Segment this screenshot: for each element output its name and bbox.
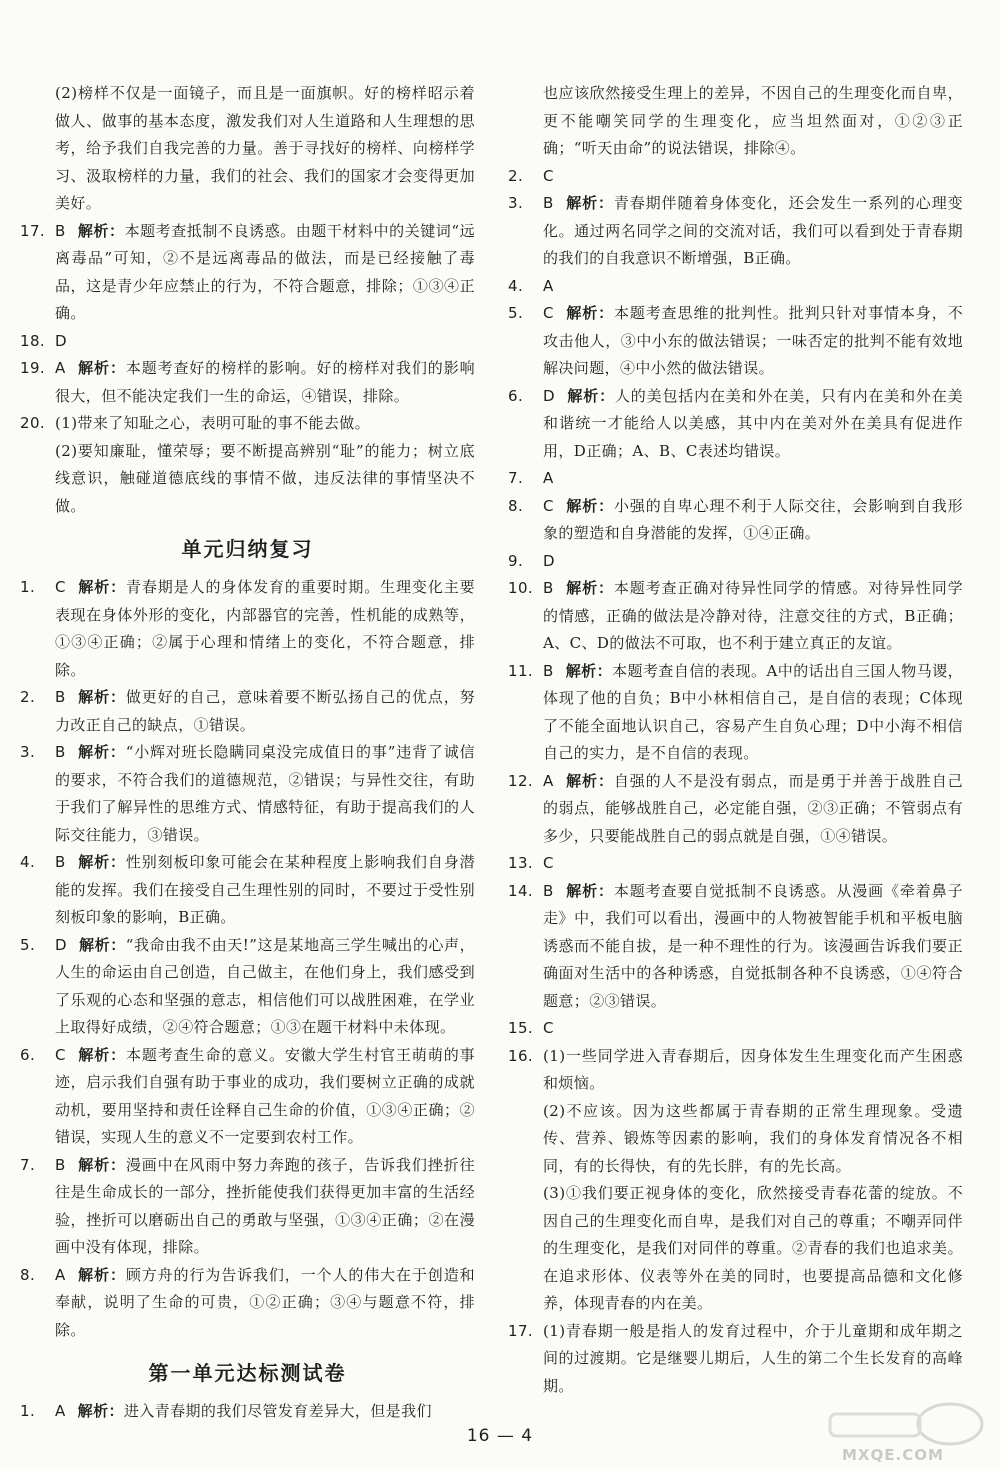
question-number: 17.	[508, 1321, 534, 1340]
question-number: 11.	[508, 661, 534, 680]
answer-text: 青春期是人的身体发育的重要时期。生理变化主要表现在身体外形的变化，内部器官的完善，性机能的成熟等，①③④正确；②属于心理和情绪上的变化，不符合题意，排除。	[55, 578, 475, 679]
answer-text: 本题考查要自觉抵制不良诱惑。从漫画《牵着鼻子走》中，我们可以看出，漫画中的人物被智能手机和平板电脑诱惑而不能自拔，是一种不理性的行为。该漫画告诉我们要正确面对生活中的各种诱惑，自觉抵制各种不良诱惑，①④符合题意；②③错误。	[543, 881, 963, 1010]
question-number: 19.	[20, 359, 46, 377]
answer-choice: A	[55, 359, 66, 377]
question-number: 4.	[20, 853, 36, 871]
question-number: 17.	[20, 221, 46, 240]
answer-item	[508, 383, 963, 466]
answer-text: 做更好的自己，意味着要不断弘扬自己的优点，努力改正自己的缺点，①错误。	[55, 688, 475, 734]
question-number: 5.	[20, 935, 36, 954]
question-number: 13.	[508, 854, 534, 872]
answer-choice: B	[543, 194, 554, 212]
answer-item	[20, 355, 475, 410]
question-number: 2.	[20, 688, 36, 706]
answer-text: 进入青春期的我们尽管发育差异大，但是我们	[123, 1402, 432, 1420]
question-number: 8.	[508, 496, 524, 515]
watermark-emblem-icon	[820, 1400, 990, 1450]
section-heading: 单元归纳复习	[181, 537, 314, 561]
answer-choice: B	[55, 688, 66, 706]
answer-choice: D	[55, 935, 67, 954]
question-number: 10.	[508, 579, 534, 597]
analysis-label: 解析：	[566, 386, 615, 405]
question-number: 7.	[20, 1155, 36, 1174]
answer-item	[508, 658, 963, 768]
answer-choice: B	[55, 221, 66, 240]
answer-subpart: (2)不应该。因为这些都属于青春期的正常生理现象。受遗传、营养、锻炼等因素的影响，我们的身体发育情况各不相同，有的长得快，有的先长胖，有的先长高。	[543, 1101, 963, 1175]
question-number: 1.	[20, 578, 36, 596]
answer-item	[20, 1398, 475, 1426]
analysis-label: 解析：	[77, 578, 127, 596]
answer-item	[508, 548, 963, 576]
question-number: 6.	[508, 386, 524, 405]
question-number: 3.	[20, 743, 36, 761]
question-number: 1.	[20, 1402, 36, 1420]
analysis-label: 解析：	[78, 935, 126, 954]
answer-choice: A	[55, 1402, 66, 1420]
question-number: 14.	[508, 881, 534, 900]
answer-item	[20, 410, 475, 438]
watermark-text: MXQE.COM	[842, 1446, 944, 1464]
answer-text: 自强的人不是没有弱点，而是勇于并善于战胜自己的弱点，能够战胜自己，必定能自强，②③正确；不管弱点有多少，只要能战胜自己的弱点就是自强，①④错误。	[543, 771, 963, 845]
answer-item	[508, 300, 963, 383]
question-number: 6.	[20, 1045, 36, 1064]
question-number: 3.	[508, 194, 524, 212]
answer-choice: B	[543, 661, 554, 680]
answer-text: 漫画中在风雨中努力奔跑的孩子，告诉我们挫折往往是生命成长的一部分，挫折能使我们获得更加丰富的生活经验，挫折可以磨砺出自己的勇敢与坚强，①③④正确；②在漫画中没有体现，排除。	[55, 1155, 475, 1256]
answer-choice: C	[55, 578, 66, 596]
answer-text: 顾方舟的行为告诉我们，一个人的伟大在于创造和奉献，说明了生命的可贵，①②正确；③④与题意不符，排除。	[55, 1265, 475, 1339]
answer-item	[508, 273, 963, 301]
analysis-label: 解析：	[565, 771, 614, 790]
answer-item	[20, 932, 475, 1042]
analysis-label: 解析：	[565, 304, 615, 322]
analysis-label: 解析：	[77, 1045, 127, 1064]
answer-choice: B	[55, 1155, 66, 1174]
answer-choice: D	[55, 331, 67, 350]
analysis-label: 解析：	[77, 688, 126, 706]
analysis-label: 解析：	[565, 194, 614, 212]
question-number: 7.	[508, 469, 524, 487]
question-number: 20.	[20, 414, 46, 432]
right-column	[508, 80, 963, 1400]
analysis-label: 解析：	[565, 661, 613, 680]
answer-item	[20, 849, 475, 932]
question-number: 9.	[508, 551, 524, 570]
answer-text: (1)带来了知耻之心，表明可耻的事不能去做。	[55, 414, 371, 432]
answer-item	[508, 163, 963, 191]
answer-choice: B	[543, 881, 554, 900]
answer-text: 青春期伴随着身体变化，还会发生一系列的心理变化。通过两名同学之间的交流对话，我们可以看到处于青春期的我们的自我意识不断增强，B正确。	[543, 194, 963, 267]
question-number: 16.	[508, 1046, 534, 1065]
answer-item	[508, 190, 963, 273]
answer-item	[20, 574, 475, 684]
analysis-label: 解析：	[77, 853, 126, 871]
answer-text: “小辉对班长隐瞒同桌没完成值日的事”违背了诚信的要求，不符合我们的道德规范，②错误；与异性交往，有助于我们了解异性的思维方式、情感特征，有助于提高我们的人际交往能力，③错误。	[55, 743, 475, 844]
answer-text: 小强的自卑心理不利于人际交往，会影响到自我形象的塑造和自身潜能的发挥，①④正确。	[543, 496, 963, 542]
answer-item	[20, 1042, 475, 1152]
left-column	[20, 80, 475, 1426]
answer-choice: C	[543, 854, 554, 872]
answer-choice: B	[55, 743, 66, 761]
answer-item	[508, 1043, 963, 1098]
question-number: 4.	[508, 276, 524, 295]
answer-item	[508, 1318, 963, 1401]
answer-text: (1)青春期一般是指人的发育过程中，介于儿童期和成年期之间的过渡期。它是继婴儿期后，人生的第二个生长发育的高峰期。	[543, 1321, 963, 1395]
answer-item	[508, 465, 963, 493]
question-number: 15.	[508, 1019, 534, 1037]
answer-item	[20, 1152, 475, 1262]
answer-text: 本题考查生命的意义。安徽大学生村官王萌萌的事迹，启示我们自强有助于事业的成功，我们要树立正确的成就动机，要用坚持和责任诠释自己生命的价值，①③④正确；②错误，实现人生的意义不一定要到农村工作。	[55, 1045, 475, 1146]
analysis-label: 解析：	[565, 579, 614, 597]
answer-text: 本题考查正确对待异性同学的情感。对待异性同学的情感，正确的做法是冷静对待，注意交往的方式，B正确；A、C、D的做法不可取，也不利于建立真正的友谊。	[543, 579, 963, 652]
answer-text: 本题考查思维的批判性。批判只针对事情本身，不攻击他人，③中小东的做法错误；一味否定的批判不能有效地解决问题，④中小然的做法错误。	[543, 304, 963, 377]
question-number: 8.	[20, 1265, 36, 1284]
answer-item	[20, 1262, 475, 1345]
answer-item	[508, 878, 963, 1016]
answer-text: 本题考查抵制不良诱惑。由题干材料中的关键词“远离毒品”可知，②不是远离毒品的做法，而是已经接触了毒品，这是青少年应禁止的行为，不符合题意，排除；①③④正确。	[55, 221, 476, 322]
answer-choice: A	[543, 276, 554, 295]
answer-choice: C	[543, 166, 554, 185]
analysis-label: 解析：	[77, 221, 125, 240]
question-number: 2.	[508, 166, 524, 185]
answer-item	[20, 328, 475, 356]
analysis-label: 解析：	[565, 496, 615, 515]
answer-text: “我命由我不由天!”这是某地高三学生喊出的心声，人生的命运由自己创造，自己做主，在他们身上，我们感受到了乐观的心态和坚强的意志，相信他们可以战胜困难，在学业上取得好成绩，②④符合题意；①③在题干材料中未体现。	[55, 935, 475, 1036]
answer-item	[20, 684, 475, 739]
answer-choice: B	[55, 853, 66, 871]
answer-item	[20, 739, 475, 849]
answer-item	[508, 493, 963, 548]
answer-item	[508, 575, 963, 658]
answer-choice: D	[543, 386, 555, 405]
question-number: 12.	[508, 771, 534, 790]
answer-choice: C	[55, 1045, 66, 1064]
analysis-label: 解析：	[77, 1402, 124, 1420]
answer-text: 本题考查好的榜样的影响。好的榜样对我们的影响很大，但不能决定我们一生的命运，④错误，排除。	[55, 359, 475, 405]
answer-subpart: 也应该欣然接受生理上的差异，不因自己的生理变化而自卑，更不能嘲笑同学的生理变化，应当坦然面对，①②③正确；“听天由命”的说法错误，排除④。	[543, 84, 963, 157]
section-heading: 第一单元达标测试卷	[148, 1361, 347, 1385]
answer-choice: C	[543, 1019, 554, 1037]
question-number: 18.	[20, 331, 46, 350]
page-number: 16 — 4	[466, 1426, 534, 1446]
answer-text: 本题考查自信的表现。A中的话出自三国人物马谡，体现了他的自负；B中小林相信自己，是自信的表现；C体现了不能全面地认识自己，容易产生自负心理；D中小海不相信自己的实力，是不自信的表现。	[543, 661, 963, 762]
answer-choice: A	[543, 771, 554, 790]
answer-choice: D	[543, 551, 555, 570]
answer-choice: B	[543, 579, 554, 597]
answer-choice: C	[543, 496, 554, 515]
analysis-label: 解析：	[77, 743, 126, 761]
answer-choice: A	[55, 1265, 66, 1284]
question-number: 5.	[508, 304, 524, 322]
analysis-label: 解析：	[565, 881, 614, 900]
answer-item	[508, 850, 963, 878]
analysis-label: 解析：	[77, 1265, 126, 1284]
answer-subpart: (3)①我们要正视身体的变化，欣然接受青春花蕾的绽放。不因自己的生理变化而自卑，是我们对自己的尊重；不嘲弄同伴的生理变化，是我们对同伴的尊重。②青春的我们也追求美。在追求形体、仪表等外在美的同时，也要提高品德和文化修养，体现青春的内在美。	[543, 1184, 963, 1312]
analysis-label: 解析：	[77, 1155, 126, 1174]
answer-choice: A	[543, 469, 554, 487]
answer-choice: C	[543, 304, 554, 322]
answer-item	[508, 1015, 963, 1043]
analysis-label: 解析：	[77, 359, 126, 377]
answer-text: 人的美包括内在美和外在美，只有内在美和外在美和谐统一才能给人以美感，其中内在美对外在美具有促进作用，D正确；A、B、C表述均错误。	[543, 386, 963, 460]
answer-item	[508, 768, 963, 851]
answer-text: (1)一些同学进入青春期后，因身体发生生理变化而产生困惑和烦恼。	[543, 1046, 963, 1092]
answer-subpart: (2)要知廉耻，懂荣辱；要不断提高辨别“耻”的能力；树立底线意识，触碰道德底线的事情不做，违反法律的事情坚决不做。	[55, 441, 475, 515]
answer-subpart: (2)榜样不仅是一面镜子，而且是一面旗帜。好的榜样昭示着做人、做事的基本态度，激发我们对人生道路和人生理想的思考，给予我们自我完善的力量。善于寻找好的榜样、向榜样学习、汲取榜样的力量，我们的社会、我们的国家才会变得更加美好。	[55, 84, 475, 212]
watermark-logo	[820, 1400, 990, 1464]
answer-text: 性别刻板印象可能会在某种程度上影响我们自身潜能的发挥。我们在接受自己生理性别的同时，不要过于受性别刻板印象的影响，B正确。	[55, 853, 475, 926]
answer-item	[20, 218, 475, 328]
